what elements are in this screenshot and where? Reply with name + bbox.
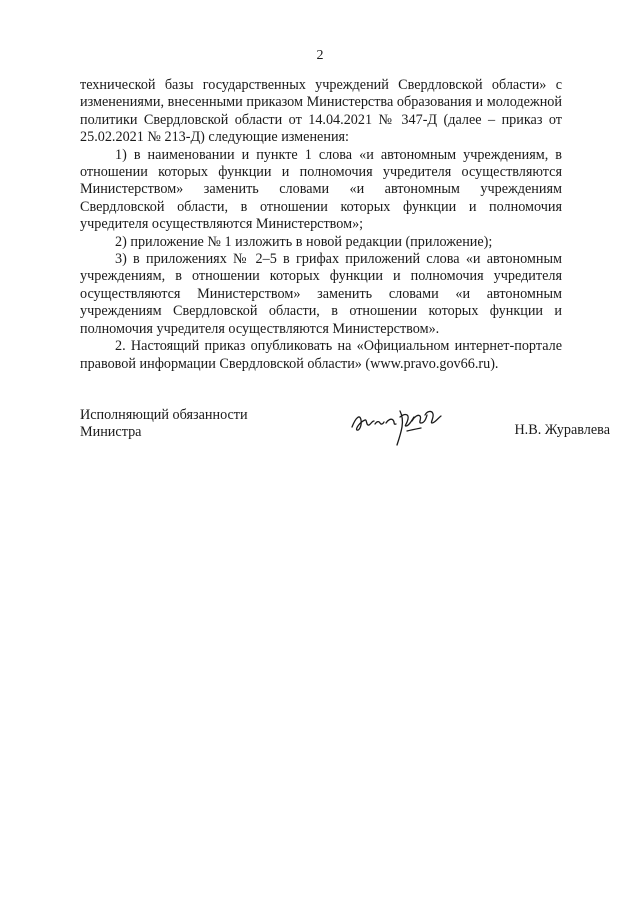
signatory-position-line-2: Министра xyxy=(80,424,142,441)
page-number: 2 xyxy=(316,48,324,63)
paragraph-item-2: 2) приложение № 1 изложить в новой редакции (приложение); xyxy=(115,233,493,250)
signature-block xyxy=(80,401,612,461)
signatory-name: Н.В. Журавлева xyxy=(514,422,610,438)
paragraph-item-1: 1) в наименовании и пункте 1 слова «и автономным учреждениям, в отношении которых функции и полномочия учредителя осуществляются Министерством» заменить словами «и автономным учреждениям Свердловской области, в отношении которых функции и полномочия учредителя осуществляются Министерством»; xyxy=(80,146,562,233)
document-body xyxy=(80,77,562,373)
paragraph-continuation: технической базы государственных учреждений Свердловской области» с изменениями, внесенными приказом Министерства образования и молодежной политики Свердловской области от 14.04.2021 № 347-Д (далее – приказ от 25.02.2021 № 213-Д) следующие изменения: xyxy=(80,77,562,146)
signatory-position-line-1: Исполняющий обязанности xyxy=(80,407,248,423)
paragraph-publication: 2. Настоящий приказ опубликовать на «Официальном интернет-портале правовой информации Свердловской области» (www.pravo.gov66.ru). xyxy=(80,338,562,372)
paragraph-item-3: 3) в приложениях № 2–5 в грифах приложений слова «и автономным учреждениям, в отношении которых функции и полномочия учредителя осуществляются Министерством» заменить словами «и автономным учреждениям Свердловской области, в отношении которых функции и полномочия учредителя осуществляются Министерством». xyxy=(80,251,562,337)
handwritten-signature xyxy=(348,401,448,453)
signatory-position xyxy=(80,407,280,442)
